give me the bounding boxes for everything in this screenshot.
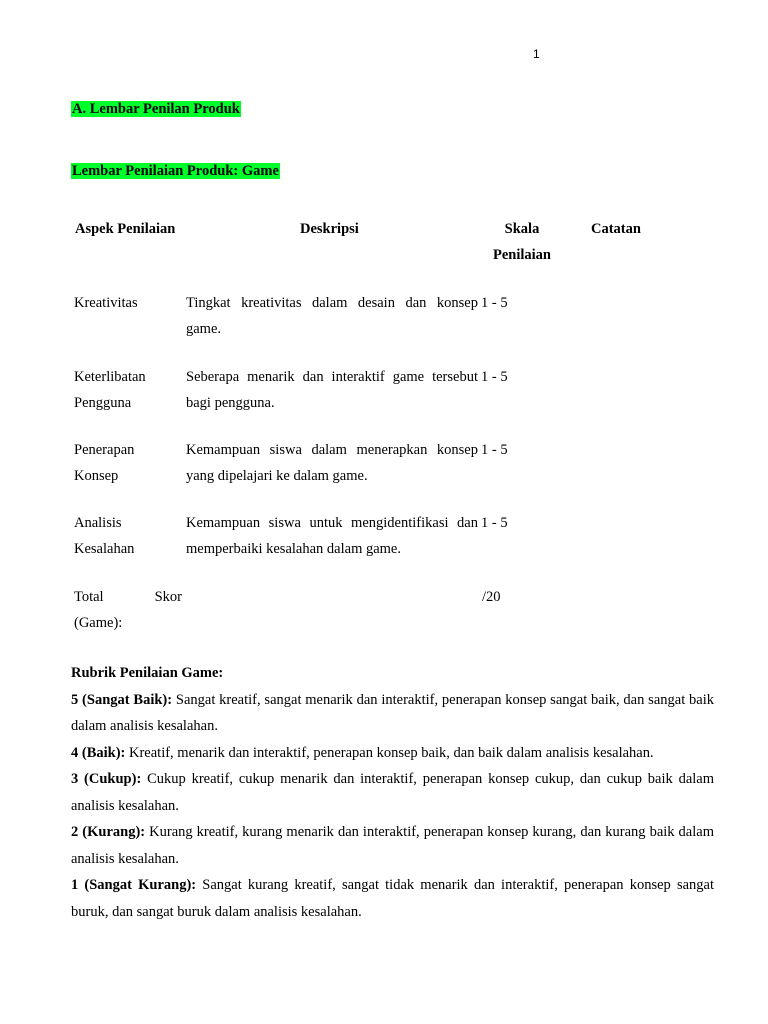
header-skala <box>482 216 562 268</box>
rubric-item-label: 2 (Kurang): <box>71 824 146 840</box>
product-title <box>71 163 280 180</box>
rubric-item-text: Sangat kurang kreatif, sangat tidak menarik dan interaktif, penerapan konsep sangat buruk, dan sangat buruk dalam analisis kesalahan. <box>71 877 714 920</box>
rubric <box>71 660 714 925</box>
row-skala: 1 - 5 <box>481 442 508 458</box>
header-skala-line1: Skala <box>504 221 540 237</box>
section-title <box>71 101 241 118</box>
header-deskripsi: Deskripsi <box>300 221 359 237</box>
rubric-item-text: Kreatif, menarik dan interaktif, penerapan konsep baik, dan baik dalam analisis kesalahan. <box>129 744 654 761</box>
product-title-text: Lembar Penilaian Produk: Game <box>72 163 279 179</box>
rubric-item <box>71 687 714 740</box>
rubric-item-label: 5 (Sangat Baik): <box>71 691 173 708</box>
row-aspek: Kreativitas <box>74 295 138 311</box>
row-aspek: Keterlibatan Pengguna <box>74 369 146 411</box>
total-label <box>74 584 182 636</box>
row-skala: 1 - 5 <box>481 369 508 385</box>
rubric-item-text: Kurang kreatif, kurang menarik dan interaktif, penerapan konsep kurang, dan kurang baik dalam analisis kesalahan. <box>71 824 714 867</box>
row-deskripsi: Kemampuan siswa dalam menerapkan konsep yang dipelajari ke dalam game. <box>186 442 478 484</box>
row-deskripsi: Kemampuan siswa untuk mengidentifikasi dan memperbaiki kesalahan dalam game. <box>186 515 478 557</box>
rubric-item <box>71 740 714 767</box>
game-word: (Game): <box>74 615 123 631</box>
row-aspek: Penerapan Konsep <box>74 442 135 484</box>
rubric-item <box>71 766 714 819</box>
total-word: Total <box>74 589 104 605</box>
total-score: /20 <box>482 589 501 605</box>
rubric-item-text: Cukup kreatif, cukup menarik dan interaktif, penerapan konsep cukup, dan cukup baik dalam analisis kesalahan. <box>71 771 715 814</box>
row-deskripsi: Seberapa menarik dan interaktif game tersebut bagi pengguna. <box>186 369 478 411</box>
row-deskripsi: Tingkat kreativitas dalam desain dan konsep game. <box>186 295 478 337</box>
header-skala-line2: Penilaian <box>492 247 551 263</box>
rubric-item <box>71 872 714 925</box>
header-aspek: Aspek Penilaian <box>75 221 176 237</box>
skor-word: Skor <box>154 589 182 605</box>
rubric-item-label: 3 (Cukup): <box>71 771 142 787</box>
rubric-item-label: 1 (Sangat Kurang): <box>71 877 197 893</box>
rubric-item-text: Sangat kreatif, sangat menarik dan interaktif, penerapan konsep sangat baik, dan sangat baik dalam analisis kesalahan. <box>71 691 714 734</box>
row-skala: 1 - 5 <box>481 295 508 311</box>
rubric-item <box>71 819 714 872</box>
rubric-title: Rubrik Penilaian Game: <box>71 665 224 681</box>
rubric-item-label: 4 (Baik): <box>71 744 126 761</box>
page-number: 1 <box>533 47 540 61</box>
row-aspek: Analisis Kesalahan <box>74 515 135 557</box>
header-catatan: Catatan <box>591 221 641 237</box>
row-skala: 1 - 5 <box>481 515 508 531</box>
section-title-text: A. Lembar Penilan Produk <box>72 101 240 117</box>
